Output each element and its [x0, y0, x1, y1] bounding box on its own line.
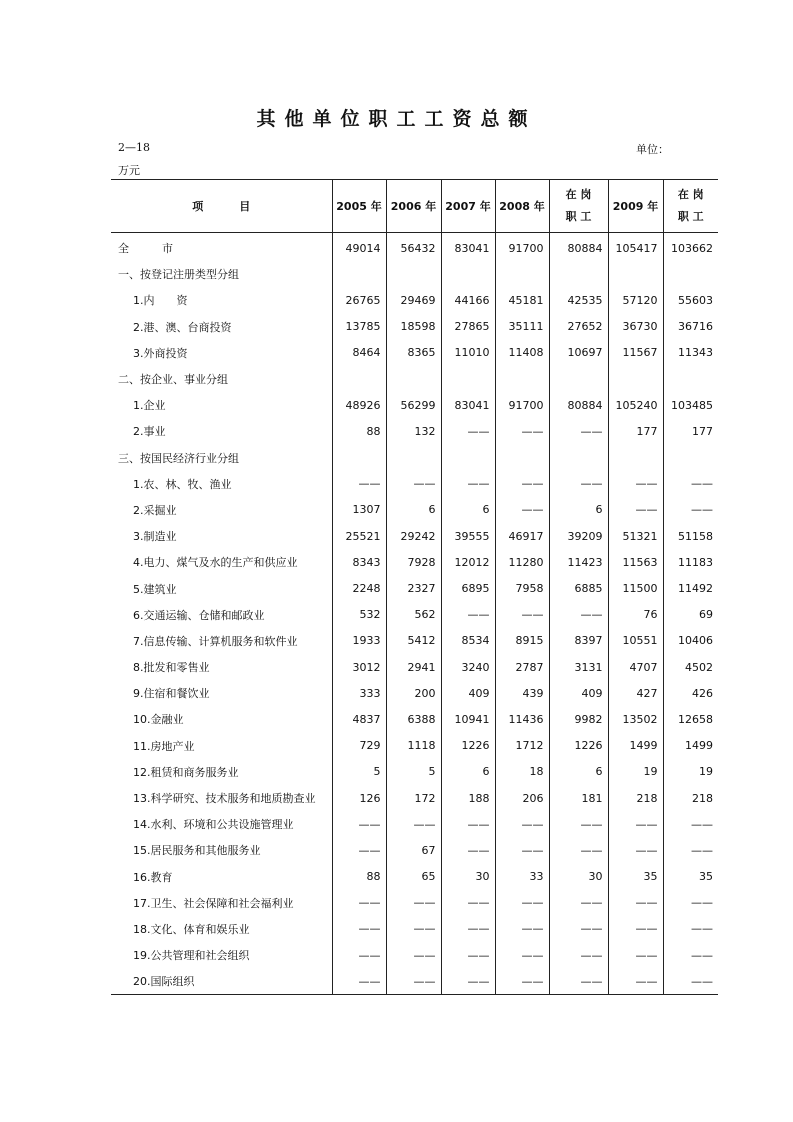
row-label: 7.信息传输、计算机服务和软件业 [133, 634, 298, 648]
cell-value [549, 445, 608, 471]
cell-value: —— [495, 942, 549, 968]
cell-value: 6388 [386, 706, 441, 732]
row-label: 12.租赁和商务服务业 [133, 765, 239, 779]
cell-value: —— [332, 916, 386, 942]
table-row [111, 392, 718, 418]
row-label: 5.建筑业 [133, 582, 177, 596]
cell-value: 88 [332, 864, 386, 890]
cell-value: —— [495, 497, 549, 523]
cell-value: —— [608, 837, 663, 863]
cell-value: 8397 [549, 628, 608, 654]
cell-value: —— [663, 916, 718, 942]
cell-value: 10406 [663, 628, 718, 654]
cell-value: 39209 [549, 523, 608, 549]
cell-value: 46917 [495, 523, 549, 549]
cell-value: 8343 [332, 549, 386, 575]
cell-value: 55603 [663, 287, 718, 313]
table-row [111, 261, 718, 287]
cell-value: 57120 [608, 287, 663, 313]
cell-value [608, 366, 663, 392]
cell-value [386, 261, 441, 287]
header-2008-on-post: 在 岗 职 工 [549, 180, 608, 233]
cell-value: 11436 [495, 706, 549, 732]
cell-value: 12012 [441, 549, 495, 575]
cell-value: —— [495, 602, 549, 628]
table-row [111, 340, 718, 366]
cell-value [608, 261, 663, 287]
cell-value [441, 261, 495, 287]
cell-value: —— [386, 471, 441, 497]
table-header-row [111, 180, 718, 233]
cell-value: 56432 [386, 233, 441, 262]
cell-value: 2787 [495, 654, 549, 680]
row-label: 19.公共管理和社会组织 [133, 949, 250, 963]
cell-value: —— [549, 471, 608, 497]
cell-value: —— [332, 837, 386, 863]
cell-value: —— [608, 968, 663, 995]
cell-value: —— [549, 602, 608, 628]
cell-value: 1226 [441, 733, 495, 759]
cell-value: 6 [549, 759, 608, 785]
cell-value: 51321 [608, 523, 663, 549]
cell-value: 181 [549, 785, 608, 811]
cell-value: —— [495, 837, 549, 863]
cell-value: 10697 [549, 340, 608, 366]
row-label: 9.住宿和餐饮业 [133, 687, 210, 701]
cell-value [663, 445, 718, 471]
cell-value: 206 [495, 785, 549, 811]
row-label: 13.科学研究、技术服务和地质勘查业 [133, 792, 316, 806]
page-title: 其他单位职工工资总额 [256, 108, 537, 130]
cell-value: —— [663, 811, 718, 837]
cell-value: —— [332, 968, 386, 995]
cell-value: 172 [386, 785, 441, 811]
cell-value: 409 [441, 680, 495, 706]
cell-value: 7958 [495, 575, 549, 601]
table-row [111, 968, 718, 995]
header-2009-on-post: 在 岗 职 工 [663, 180, 718, 233]
table-row [111, 785, 718, 811]
row-label: 10.金融业 [133, 713, 184, 727]
table-row [111, 837, 718, 863]
cell-value: 5 [386, 759, 441, 785]
cell-value: 11408 [495, 340, 549, 366]
row-label: 11.房地产业 [133, 739, 195, 753]
cell-value: —— [663, 968, 718, 995]
cell-value: 80884 [549, 233, 608, 262]
cell-value: 6 [441, 759, 495, 785]
cell-value [549, 261, 608, 287]
cell-value: —— [495, 968, 549, 995]
row-label: 15.居民服务和其他服务业 [133, 844, 261, 858]
cell-value: 35 [608, 864, 663, 890]
cell-value: 409 [549, 680, 608, 706]
cell-value: 11010 [441, 340, 495, 366]
table-row [111, 811, 718, 837]
cell-value: 427 [608, 680, 663, 706]
table-row [111, 575, 718, 601]
row-label: 14.水利、环境和公共设施管理业 [133, 818, 294, 832]
cell-value [386, 366, 441, 392]
cell-value: 188 [441, 785, 495, 811]
cell-value: 11500 [608, 575, 663, 601]
cell-value: —— [549, 837, 608, 863]
cell-value [495, 366, 549, 392]
table-row [111, 471, 718, 497]
cell-value: 91700 [495, 233, 549, 262]
cell-value: 42535 [549, 287, 608, 313]
row-label: 16.教育 [133, 870, 173, 884]
table-row [111, 549, 718, 575]
header-2006: 2006 年 [386, 180, 441, 233]
cell-value: 30 [549, 864, 608, 890]
cell-value: —— [441, 968, 495, 995]
cell-value: 177 [608, 418, 663, 444]
cell-value: 426 [663, 680, 718, 706]
cell-value: 126 [332, 785, 386, 811]
cell-value: —— [441, 418, 495, 444]
table-row [111, 418, 718, 444]
cell-value: 35 [663, 864, 718, 890]
cell-value: 4707 [608, 654, 663, 680]
table-row [111, 916, 718, 942]
cell-value: 103662 [663, 233, 718, 262]
cell-value: 1933 [332, 628, 386, 654]
cell-value [441, 366, 495, 392]
cell-value: —— [663, 890, 718, 916]
table-row [111, 654, 718, 680]
row-label: 一、按登记注册类型分组 [118, 268, 239, 282]
table-row [111, 680, 718, 706]
cell-value: 7928 [386, 549, 441, 575]
cell-value: 1118 [386, 733, 441, 759]
cell-value: 132 [386, 418, 441, 444]
cell-value: —— [663, 497, 718, 523]
cell-value: —— [441, 890, 495, 916]
cell-value: 177 [663, 418, 718, 444]
table-row [111, 445, 718, 471]
cell-value [332, 261, 386, 287]
cell-value: —— [663, 837, 718, 863]
cell-value: —— [386, 968, 441, 995]
cell-value [332, 366, 386, 392]
cell-value: —— [549, 890, 608, 916]
row-label: 8.批发和零售业 [133, 661, 210, 675]
cell-value: —— [332, 890, 386, 916]
cell-value [495, 445, 549, 471]
cell-value: 10941 [441, 706, 495, 732]
table-row [111, 759, 718, 785]
cell-value: 333 [332, 680, 386, 706]
cell-value: —— [441, 811, 495, 837]
cell-value: 200 [386, 680, 441, 706]
cell-value: —— [549, 942, 608, 968]
cell-value: —— [332, 471, 386, 497]
cell-value: 48926 [332, 392, 386, 418]
cell-value: —— [608, 942, 663, 968]
cell-value: —— [441, 916, 495, 942]
cell-value: 65 [386, 864, 441, 890]
cell-value: 8534 [441, 628, 495, 654]
cell-value: 8464 [332, 340, 386, 366]
cell-value: 11423 [549, 549, 608, 575]
cell-value: 1307 [332, 497, 386, 523]
row-label: 1.农、林、牧、渔业 [133, 477, 232, 491]
cell-value: 6895 [441, 575, 495, 601]
cell-value: —— [608, 811, 663, 837]
header-2008: 2008 年 [495, 180, 549, 233]
cell-value: 12658 [663, 706, 718, 732]
cell-value: —— [495, 811, 549, 837]
row-label: 2.采掘业 [133, 503, 177, 517]
table-row [111, 706, 718, 732]
cell-value: 6 [441, 497, 495, 523]
cell-value: 5412 [386, 628, 441, 654]
cell-value: 39555 [441, 523, 495, 549]
cell-value: —— [549, 968, 608, 995]
cell-value: 2327 [386, 575, 441, 601]
cell-value: 91700 [495, 392, 549, 418]
cell-value: —— [441, 471, 495, 497]
cell-value: 83041 [441, 233, 495, 262]
header-2007: 2007 年 [441, 180, 495, 233]
table-code: 2—18 [118, 141, 150, 154]
cell-value: 8915 [495, 628, 549, 654]
cell-value: 105240 [608, 392, 663, 418]
cell-value: 1499 [663, 733, 718, 759]
cell-value: —— [386, 916, 441, 942]
cell-value: 30 [441, 864, 495, 890]
cell-value: —— [441, 942, 495, 968]
table-row [111, 628, 718, 654]
cell-value: —— [441, 602, 495, 628]
cell-value: —— [608, 497, 663, 523]
header-2009: 2009 年 [608, 180, 663, 233]
table-row [111, 287, 718, 313]
table-row [111, 366, 718, 392]
row-label: 二、按企业、事业分组 [118, 373, 228, 387]
cell-value: 18 [495, 759, 549, 785]
cell-value: 29469 [386, 287, 441, 313]
cell-value: —— [608, 890, 663, 916]
cell-value: 3012 [332, 654, 386, 680]
cell-value: 9982 [549, 706, 608, 732]
cell-value: 83041 [441, 392, 495, 418]
cell-value: 4837 [332, 706, 386, 732]
cell-value: 11280 [495, 549, 549, 575]
cell-value: 19 [663, 759, 718, 785]
cell-value: —— [441, 837, 495, 863]
unit-value: 万元 [118, 164, 140, 177]
cell-value: —— [663, 942, 718, 968]
cell-value [663, 366, 718, 392]
cell-value: 439 [495, 680, 549, 706]
cell-value [495, 261, 549, 287]
cell-value: 88 [332, 418, 386, 444]
cell-value: —— [495, 471, 549, 497]
cell-value: —— [495, 418, 549, 444]
cell-value: 4502 [663, 654, 718, 680]
cell-value: 11492 [663, 575, 718, 601]
row-label: 17.卫生、社会保障和社会福利业 [133, 896, 294, 910]
cell-value: 6 [549, 497, 608, 523]
cell-value: 18598 [386, 314, 441, 340]
cell-value: —— [663, 471, 718, 497]
cell-value: 27865 [441, 314, 495, 340]
cell-value: 10551 [608, 628, 663, 654]
row-label: 三、按国民经济行业分组 [118, 451, 239, 465]
table-row [111, 890, 718, 916]
cell-value: 2941 [386, 654, 441, 680]
cell-value: 11343 [663, 340, 718, 366]
cell-value [549, 366, 608, 392]
cell-value: 36730 [608, 314, 663, 340]
cell-value: 27652 [549, 314, 608, 340]
cell-value: 11563 [608, 549, 663, 575]
cell-value: 76 [608, 602, 663, 628]
table-row [111, 942, 718, 968]
wage-table [111, 179, 718, 995]
cell-value: 5 [332, 759, 386, 785]
cell-value: 25521 [332, 523, 386, 549]
cell-value: 33 [495, 864, 549, 890]
row-label: 3.外商投资 [133, 346, 188, 360]
cell-value: —— [608, 916, 663, 942]
cell-value: 11183 [663, 549, 718, 575]
row-label: 2.港、澳、台商投资 [133, 320, 232, 334]
cell-value: 19 [608, 759, 663, 785]
cell-value: 3131 [549, 654, 608, 680]
cell-value: 2248 [332, 575, 386, 601]
row-label: 18.文化、体育和娱乐业 [133, 922, 250, 936]
cell-value: —— [332, 811, 386, 837]
cell-value: 3240 [441, 654, 495, 680]
cell-value: 11567 [608, 340, 663, 366]
cell-value: 13502 [608, 706, 663, 732]
row-label: 1.企业 [133, 399, 166, 413]
row-label: 6.交通运输、仓储和邮政业 [133, 608, 265, 622]
unit-label: 单位： [636, 143, 669, 156]
cell-value [332, 445, 386, 471]
cell-value: —— [495, 916, 549, 942]
row-label: 2.事业 [133, 425, 166, 439]
cell-value: 69 [663, 602, 718, 628]
cell-value: —— [386, 942, 441, 968]
cell-value [386, 445, 441, 471]
cell-value: 218 [608, 785, 663, 811]
row-label: 20.国际组织 [111, 968, 332, 995]
cell-value: 562 [386, 602, 441, 628]
cell-value: 36716 [663, 314, 718, 340]
row-label: 3.制造业 [133, 530, 177, 544]
header-2005: 2005 年 [332, 180, 386, 233]
cell-value: 26765 [332, 287, 386, 313]
cell-value: —— [332, 942, 386, 968]
table-row [111, 602, 718, 628]
row-label: 全 市 [118, 242, 173, 256]
cell-value: —— [549, 811, 608, 837]
cell-value: 729 [332, 733, 386, 759]
table-row [111, 733, 718, 759]
cell-value: —— [386, 811, 441, 837]
table-row [111, 233, 718, 262]
cell-value: 1226 [549, 733, 608, 759]
cell-value [663, 261, 718, 287]
table-row [111, 497, 718, 523]
cell-value: 105417 [608, 233, 663, 262]
cell-value: —— [549, 916, 608, 942]
table-row [111, 523, 718, 549]
cell-value: 56299 [386, 392, 441, 418]
cell-value: 49014 [332, 233, 386, 262]
cell-value: 6885 [549, 575, 608, 601]
table-row [111, 314, 718, 340]
row-label: 4.电力、煤气及水的生产和供应业 [133, 556, 298, 570]
header-item: 项目 [111, 180, 332, 233]
cell-value: —— [549, 418, 608, 444]
row-label: 1.内 资 [133, 294, 188, 308]
cell-value: —— [608, 471, 663, 497]
cell-value: 29242 [386, 523, 441, 549]
cell-value: 45181 [495, 287, 549, 313]
cell-value: 103485 [663, 392, 718, 418]
cell-value: 13785 [332, 314, 386, 340]
cell-value: 218 [663, 785, 718, 811]
cell-value: 44166 [441, 287, 495, 313]
cell-value: 532 [332, 602, 386, 628]
cell-value: 1499 [608, 733, 663, 759]
cell-value: 51158 [663, 523, 718, 549]
table-row [111, 864, 718, 890]
cell-value: —— [386, 890, 441, 916]
cell-value: —— [495, 890, 549, 916]
cell-value: 67 [386, 837, 441, 863]
cell-value: 6 [386, 497, 441, 523]
cell-value: 80884 [549, 392, 608, 418]
cell-value: 8365 [386, 340, 441, 366]
cell-value: 35111 [495, 314, 549, 340]
cell-value [608, 445, 663, 471]
cell-value [441, 445, 495, 471]
cell-value: 1712 [495, 733, 549, 759]
